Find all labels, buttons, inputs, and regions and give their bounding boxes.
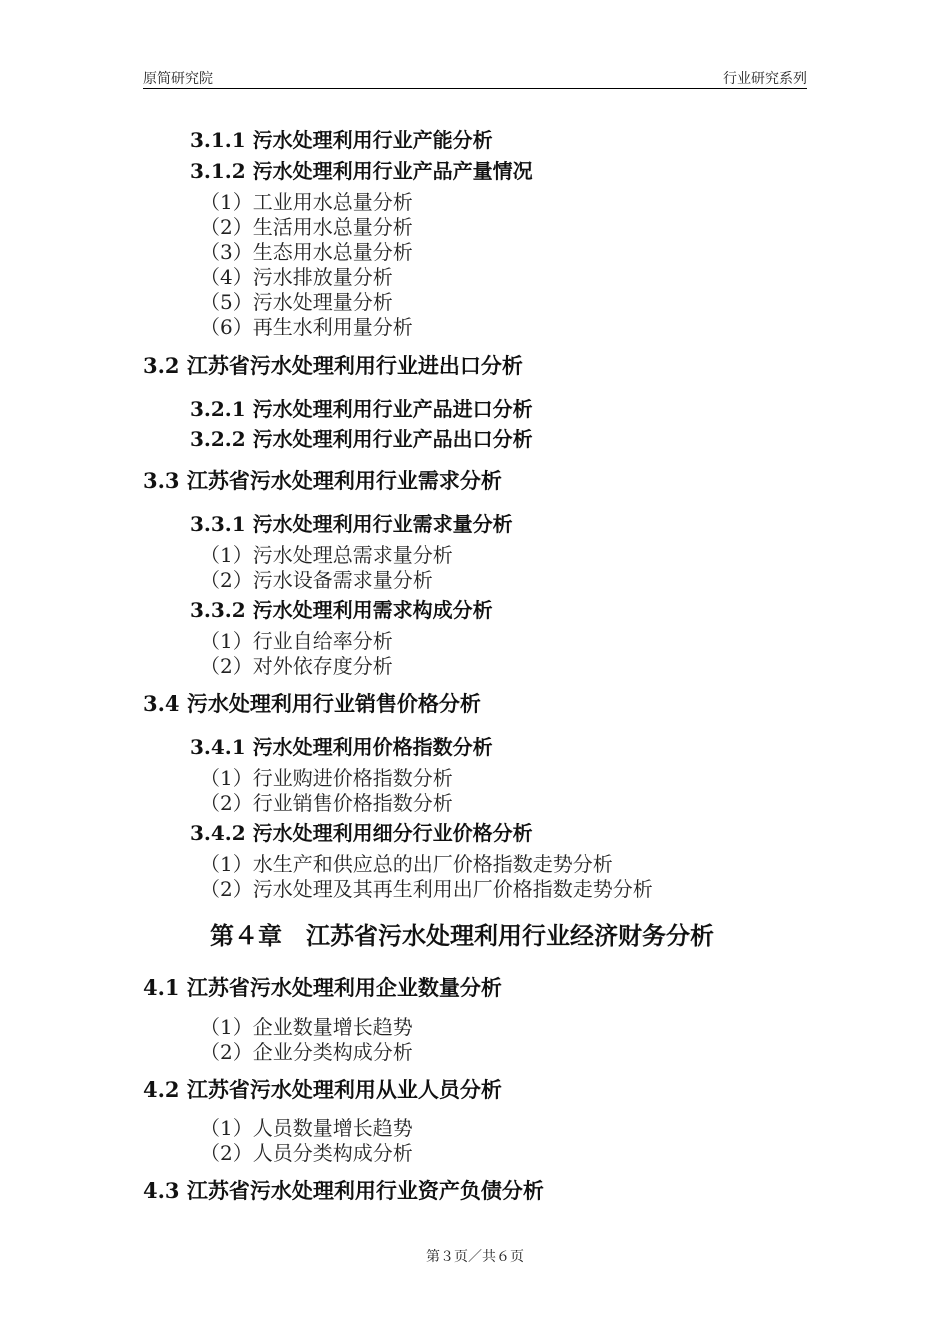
toc-entry: 3.4 污水处理利用行业销售价格分析 [143, 691, 481, 716]
header-series-name: 行业研究系列 [723, 71, 807, 87]
toc-entry: （1）污水处理总需求量分析 [200, 543, 453, 567]
toc-entry: （1）水生产和供应总的出厂价格指数走势分析 [200, 852, 613, 876]
toc-entry: （4）污水排放量分析 [200, 265, 393, 289]
toc-entry: （6）再生水利用量分析 [200, 315, 413, 339]
header-org-name: 原简研究院 [143, 71, 213, 87]
toc-entry: 4.1 江苏省污水处理利用企业数量分析 [143, 975, 502, 1000]
toc-entry: 3.2 江苏省污水处理利用行业进出口分析 [143, 353, 523, 378]
toc-entry: （2）生活用水总量分析 [200, 215, 413, 239]
toc-entry: （1）行业自给率分析 [200, 629, 393, 653]
toc-entry: （5）污水处理量分析 [200, 290, 393, 314]
toc-entry: 3.4.1 污水处理利用价格指数分析 [190, 735, 493, 759]
toc-entry: 4.3 江苏省污水处理利用行业资产负债分析 [143, 1178, 544, 1203]
toc-entry: 3.1.1 污水处理利用行业产能分析 [190, 128, 493, 152]
toc-entry: （2）污水设备需求量分析 [200, 568, 433, 592]
toc-entry: （2）企业分类构成分析 [200, 1040, 413, 1064]
toc-entry: 3.3.2 污水处理利用需求构成分析 [190, 598, 493, 622]
toc-entry: （3）生态用水总量分析 [200, 240, 413, 264]
page-header [143, 66, 807, 89]
toc-entry: （1）工业用水总量分析 [200, 190, 413, 214]
toc-entry: （2）污水处理及其再生利用出厂价格指数走势分析 [200, 877, 653, 901]
toc-entry: 3.3.1 污水处理利用行业需求量分析 [190, 512, 513, 536]
toc-entry: （1）人员数量增长趋势 [200, 1116, 413, 1140]
toc-entry: （2）对外依存度分析 [200, 654, 393, 678]
toc-entry: （1）行业购进价格指数分析 [200, 766, 453, 790]
chapter-heading: 第４章 江苏省污水处理利用行业经济财务分析 [210, 921, 714, 950]
toc-entry: 4.2 江苏省污水处理利用从业人员分析 [143, 1077, 502, 1102]
toc-entry: 3.2.1 污水处理利用行业产品进口分析 [190, 397, 533, 421]
toc-entry: 3.1.2 污水处理利用行业产品产量情况 [190, 159, 533, 183]
toc-entry: （2）人员分类构成分析 [200, 1141, 413, 1165]
toc-entry: 3.4.2 污水处理利用细分行业价格分析 [190, 821, 533, 845]
toc-entry: （1）企业数量增长趋势 [200, 1015, 413, 1039]
toc-entry: （2）行业销售价格指数分析 [200, 791, 453, 815]
toc-entry: 3.3 江苏省污水处理利用行业需求分析 [143, 468, 502, 493]
toc-entry: 3.2.2 污水处理利用行业产品出口分析 [190, 427, 533, 451]
page-number: 第３页／共６页 [426, 1249, 524, 1265]
